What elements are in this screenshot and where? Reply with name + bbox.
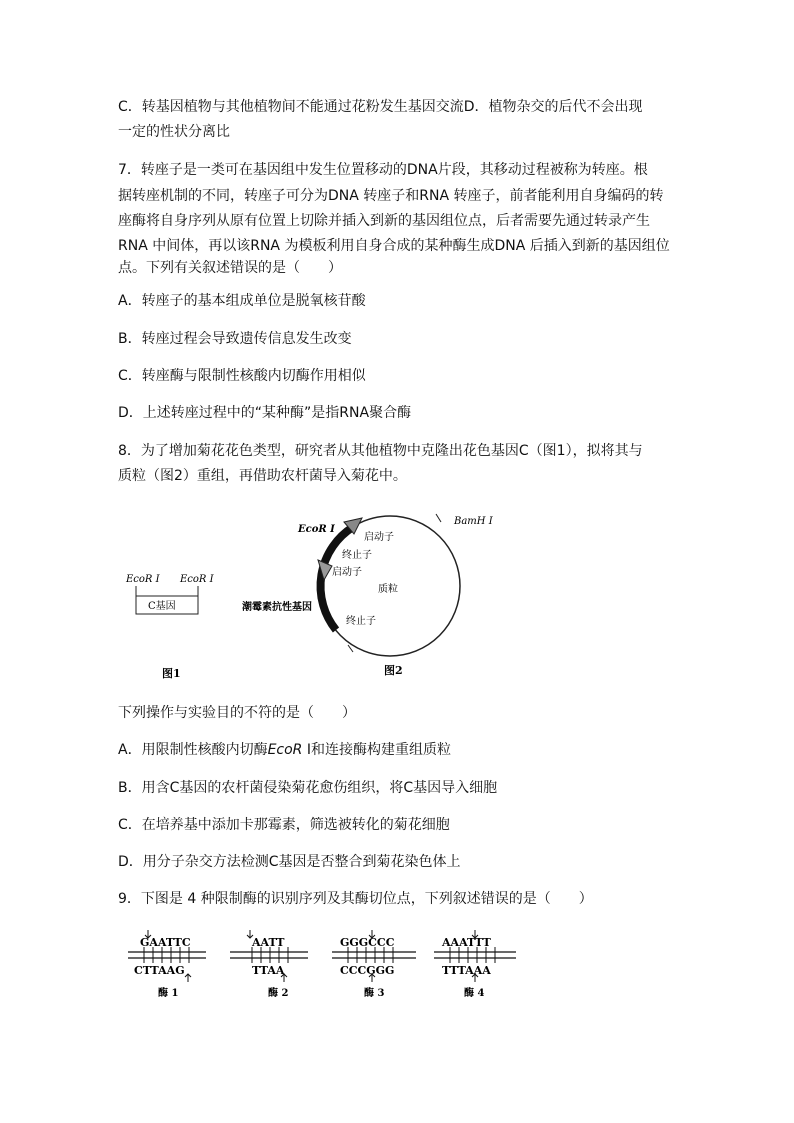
enzyme-3-top: GGGCCC xyxy=(340,936,395,949)
q7-option-b: B．转座过程会导致遗传信息发生改变 xyxy=(118,331,352,347)
q8-question: 下列操作与实验目的不符的是（ ） xyxy=(118,705,356,721)
enzyme-1-top: GAATTC xyxy=(140,936,191,949)
fig2-caption: 图2 xyxy=(384,664,403,677)
fig2-resistance-gene: 潮霉素抗性基因 xyxy=(242,602,312,613)
enzyme-1-bottom: CTTAAG xyxy=(134,964,185,977)
q7-stem-line3: 座酶将自身序列从原有位置上切除并插入到新的基因组位点，后者需要先通过转录产生 xyxy=(118,213,650,229)
fig2-promoter1: 启动子 xyxy=(364,532,394,543)
enzyme-2-top: AATT xyxy=(252,936,285,949)
fig2-ecori: EcoR I xyxy=(298,524,335,535)
fig2-plasmid: 质粒 xyxy=(378,584,398,595)
enzyme-1-label: 酶 1 xyxy=(158,988,179,999)
enzyme-2-site xyxy=(230,930,308,999)
fig1-caption: 图1 xyxy=(162,667,181,680)
enzyme-4-top: AAATTT xyxy=(442,936,491,949)
q8-option-a-post: I和连接酶构建重组质粒 xyxy=(302,742,452,758)
enzyme-1-site xyxy=(128,930,206,999)
q7-option-c: C．转座酶与限制性核酸内切酶作用相似 xyxy=(118,368,366,384)
enzyme-4-bottom: TTTAAA xyxy=(442,964,491,977)
q9-stem: 9．下图是 4 种限制酶的识别序列及其酶切位点，下列叙述错误的是（ ） xyxy=(118,891,593,907)
q7-stem-line1: 7．转座子是一类可在基因组中发生位置移动的DNA片段，其移动过程被称为转座。根 xyxy=(118,162,648,178)
q7-stem-line2: 据转座机制的不同，转座子可分为DNA 转座子和RNA 转座子，前者能利用自身编码的转 xyxy=(118,188,664,204)
q8-option-d: D．用分子杂交方法检测C基因是否整合到菊花染色体上 xyxy=(118,854,461,870)
fig2-promoter2: 启动子 xyxy=(332,567,362,578)
q8-stem-line1: 8．为了增加菊花花色类型，研究者从其他植物中克隆出花色基因C（图1），拟将其与 xyxy=(118,443,643,459)
enzyme-figure xyxy=(118,926,538,1006)
q6-option-cd-line2: 一定的性状分离比 xyxy=(118,124,230,140)
q8-option-b: B．用含C基因的农杆菌侵染菊花愈伤组织，将C基因导入细胞 xyxy=(118,780,498,796)
fig1-ecori-left: EcoR I xyxy=(126,574,160,585)
enzyme-2-bottom: TTAA xyxy=(252,964,285,977)
enzyme-2-label: 酶 2 xyxy=(268,988,289,999)
fig2-terminator2: 终止子 xyxy=(346,616,376,627)
enzyme-3-label: 酶 3 xyxy=(364,988,385,999)
enzyme-4-label: 酶 4 xyxy=(464,988,485,999)
figure-2 xyxy=(236,500,526,690)
q7-stem-line4: RNA 中间体，再以该RNA 为模板利用自身合成的某种酶生成DNA 后插入到新的基因组位 xyxy=(118,238,670,254)
q8-option-a xyxy=(118,740,451,760)
q7-stem-line5: 点。下列有关叙述错误的是（ ） xyxy=(118,260,342,276)
enzyme-3-bottom: CCCGGG xyxy=(340,964,395,977)
fig1-ecori-right: EcoR I xyxy=(180,574,214,585)
q8-option-a-pre: A．用限制性核酸内切酶 xyxy=(118,742,268,758)
fig2-bamhi: BamH I xyxy=(454,516,493,527)
q8-option-a-enzyme: EcoR xyxy=(267,742,303,758)
q8-stem-line2: 质粒（图2）重组，再借助农杆菌导入菊花中。 xyxy=(118,468,407,484)
fig1-gene-label: C基因 xyxy=(148,601,176,612)
q8-option-c: C．在培养基中添加卡那霉素，筛选被转化的菊花细胞 xyxy=(118,817,450,833)
q7-option-a: A．转座子的基本组成单位是脱氧核苷酸 xyxy=(118,293,366,309)
enzyme-4-site xyxy=(434,930,516,999)
fig2-terminator1: 终止子 xyxy=(342,550,372,561)
enzyme-3-site xyxy=(332,930,416,999)
figure-1 xyxy=(118,560,238,690)
q6-option-cd-line1: C．转基因植物与其他植物间不能通过花粉发生基因交流D．植物杂交的后代不会出现 xyxy=(118,99,643,115)
q7-option-d: D．上述转座过程中的“某种酶”是指RNA聚合酶 xyxy=(118,405,412,421)
